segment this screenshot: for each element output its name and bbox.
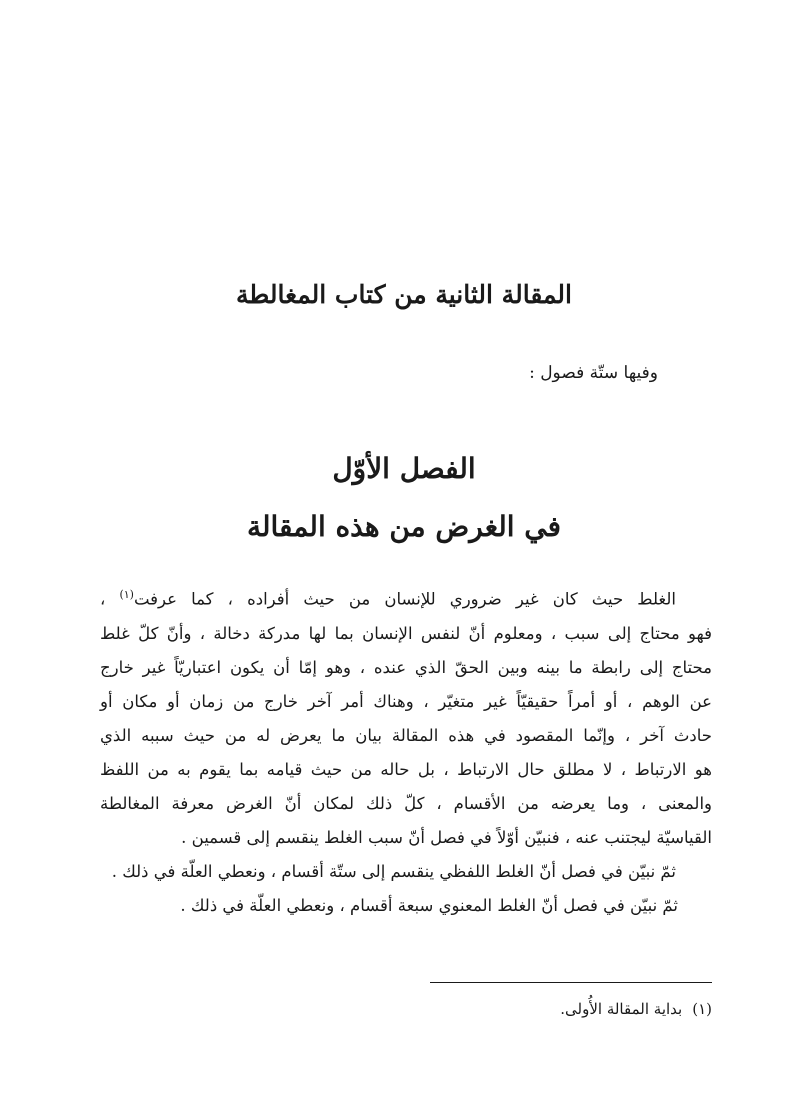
body-line: حادث آخر ، وإنّما المقصود في هذه المقالة بيان ما يعرض له من حيث سببه الذي <box>100 725 712 745</box>
body-line-text: الغلط حيث كان غير ضروري للإنسان من حيث أفراده ، كما عرفت <box>133 589 677 609</box>
footnote-divider <box>430 982 712 983</box>
intro-text: وفيها ستّة فصول : <box>529 363 658 383</box>
footnote-text: بداية المقالة الأُولى. <box>560 1000 683 1018</box>
body-line: هو الارتباط ، لا مطلق حال الارتباط ، بل حاله من حيث قيامه بما يقوم به من اللفظ <box>100 759 712 779</box>
body-line: فهو محتاج إلى سبب ، ومعلوم أنّ لنفس الإنسان بما لها مدركة دخالة ، وأنّ كلّ غلط <box>100 623 712 643</box>
chapter-title: الفصل الأوّل <box>332 452 476 485</box>
body-line: محتاج إلى رابطة ما بينه وبين الحقّ الذي عنده ، وهو إمّا أن يكون اعتباريّاً غير خارج <box>100 657 712 677</box>
body-line: والمعنى ، وما يعرضه من الأقسام ، كلّ ذلك لمكان أنّ الغرض معرفة المغالطة <box>100 793 712 813</box>
body-line: عن الوهم ، أو أمراً حقيقيّاً غير متغيّر ، وهناك أمر آخر خارج من زمان أو مكان أو <box>100 691 712 711</box>
chapter-subtitle: في الغرض من هذه المقالة <box>246 510 561 543</box>
body-paragraph <box>100 578 712 923</box>
body-line <box>100 578 712 617</box>
footnote <box>560 1000 712 1018</box>
body-line-tail: ، <box>100 589 106 609</box>
footnote-reference: (١) <box>119 588 134 601</box>
body-line: ثمّ نبيّن في فصل أنّ الغلط المعنوي سبعة أقسام ، ونعطي العلّة في ذلك . <box>180 895 678 915</box>
footnote-number: (١) <box>692 1000 712 1018</box>
body-line: ثمّ نبيّن في فصل أنّ الغلط اللفظي ينقسم إلى ستّة أقسام ، ونعطي العلّة في ذلك . <box>111 861 676 881</box>
body-line: القياسيّة ليجتنب عنه ، فنبيّن أوّلاً في فصل أنّ سبب الغلط ينقسم إلى قسمين . <box>181 827 712 847</box>
book-title: المقالة الثانية من كتاب المغالطة <box>236 280 572 309</box>
